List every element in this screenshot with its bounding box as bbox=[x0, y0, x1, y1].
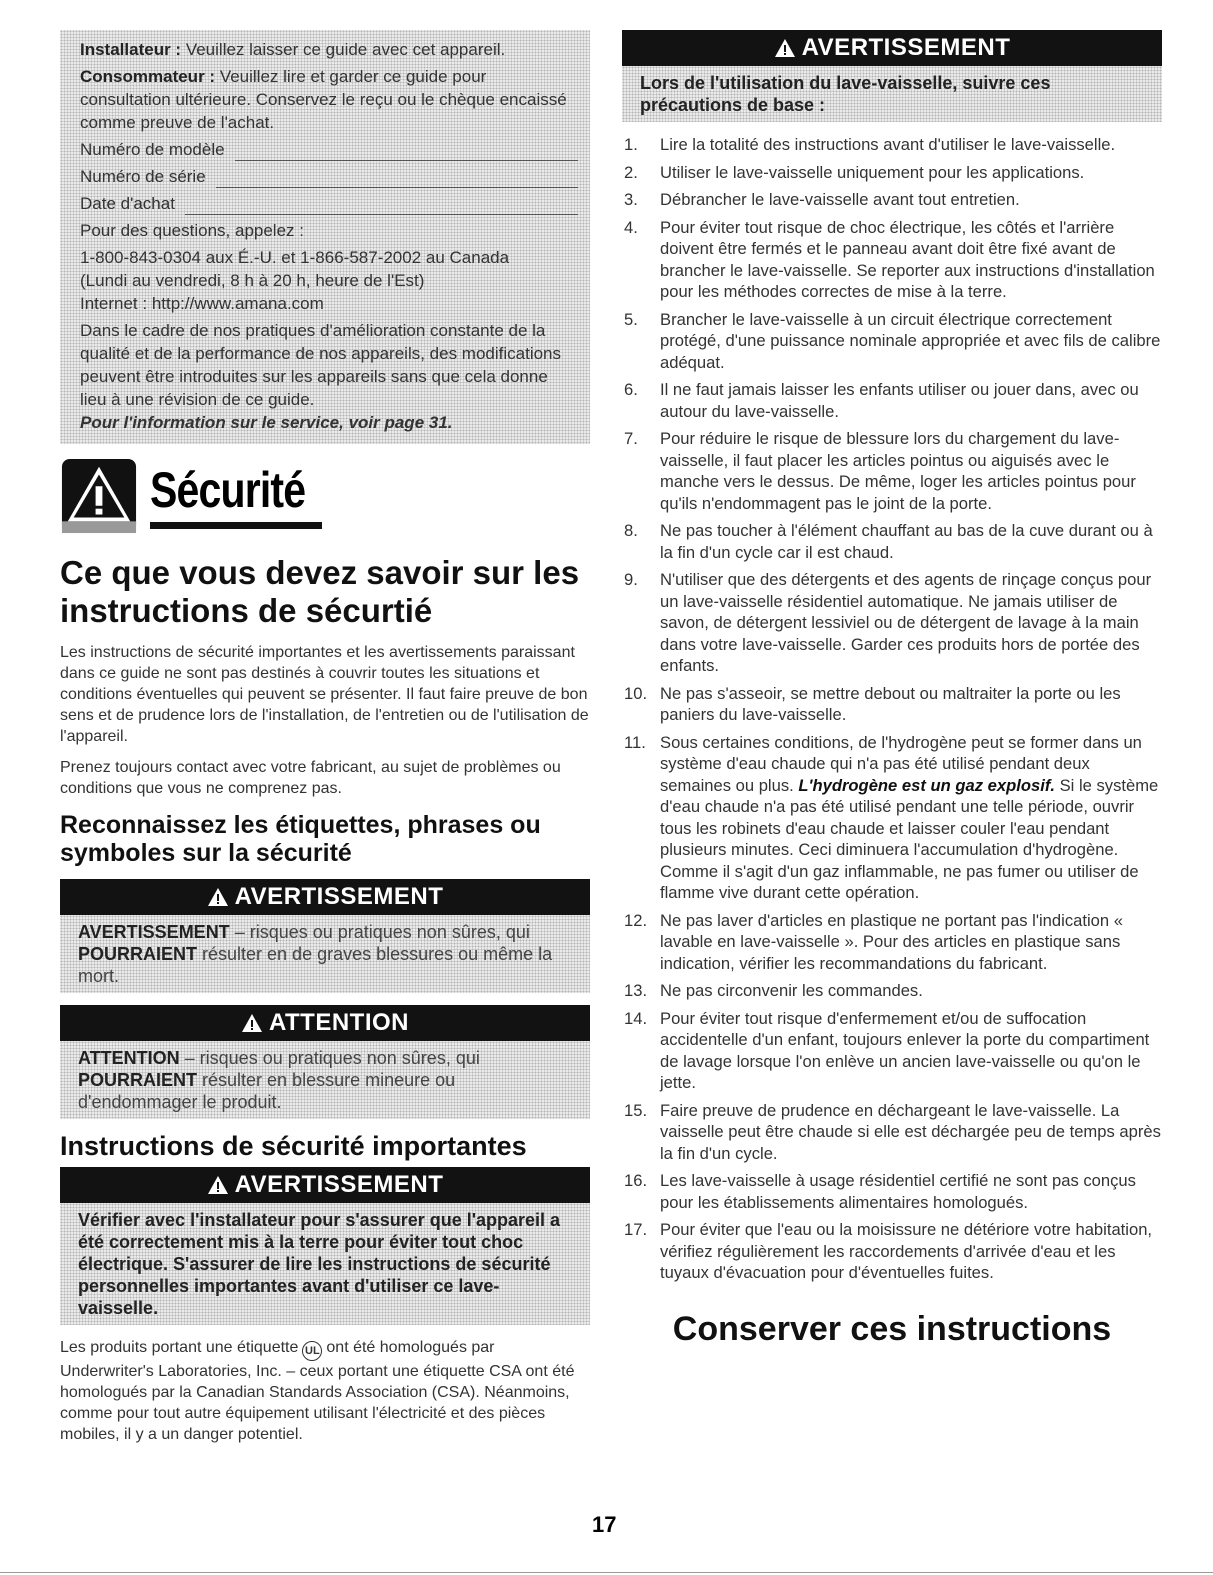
safety-rule-item bbox=[622, 732, 1162, 904]
safety-rule-item bbox=[622, 309, 1162, 374]
safety-rule-item bbox=[622, 910, 1162, 975]
warning-might: POURRAIENT bbox=[78, 944, 198, 964]
safety-rule-item bbox=[622, 520, 1162, 563]
safety-rule-number: 7. bbox=[624, 429, 638, 448]
safety-rule-number: 10. bbox=[624, 683, 648, 703]
important-warning-banner bbox=[60, 1167, 590, 1203]
recognize-heading: Reconnaissez les étiquettes, phrases ou symboles sur la sécurité bbox=[60, 811, 541, 867]
safety-rule-number: 13. bbox=[624, 981, 648, 1000]
safety-rule-text bbox=[660, 162, 1162, 184]
improvement-note: Dans le cadre de nos pratiques d'amélioration constante de la qualité et de la performance de nos appareils, des modifications peuvent être introduites sur les appareils sans que cela donne lieu à une révision de ce guide. bbox=[80, 321, 562, 409]
consumer-text: Veuillez lire et garder ce guide pour consultation ultérieure. Conservez le reçu ou le chèque encaissé comme preuve de l'achat. bbox=[80, 67, 567, 132]
right-warning-banner bbox=[622, 30, 1162, 66]
safety-rule-number: 4. bbox=[624, 217, 638, 237]
safety-rule-text bbox=[660, 134, 1162, 156]
safety-rule-text bbox=[660, 683, 1162, 726]
safety-rule-number: 8. bbox=[624, 521, 638, 540]
left-column bbox=[60, 30, 590, 1455]
safety-rule-text bbox=[660, 1170, 1162, 1213]
installer-label: Installateur : bbox=[80, 40, 182, 59]
safety-title: Sécurité bbox=[150, 461, 306, 518]
caution-term: ATTENTION bbox=[78, 1048, 180, 1068]
caution-banner-label: ATTENTION bbox=[268, 1009, 410, 1036]
important-warning-triangle-icon bbox=[207, 1175, 229, 1195]
safety-rule-number: 5. bbox=[624, 309, 638, 329]
safety-rule-item bbox=[622, 189, 1162, 211]
right-warning-triangle-icon bbox=[774, 38, 796, 58]
model-number-label: Numéro de modèle bbox=[80, 140, 225, 159]
safety-rules-list bbox=[622, 134, 1162, 1284]
safety-rule-number: 16. bbox=[624, 1171, 648, 1190]
intro-heading: Ce que vous devez savoir sur les instructions de sécurtié bbox=[60, 554, 580, 629]
safety-rule-item bbox=[622, 1100, 1162, 1165]
safety-rule-item bbox=[622, 1219, 1162, 1284]
safety-rule-text bbox=[660, 189, 1162, 211]
safety-rule-text bbox=[660, 732, 1162, 904]
safety-rule-text bbox=[660, 379, 1162, 422]
safety-rule-text-main: Pour éviter tout risque de choc électrique, les côtés et l'arrière doivent être fermés et le panneau avant doit être fixé avant de brancher le lave-vaisselle. Se reporter aux instructions d'installation pour les méthodes correctes de mise à la terre. bbox=[660, 217, 1155, 301]
safety-rule-item bbox=[622, 379, 1162, 422]
right-column bbox=[622, 30, 1162, 1349]
listing-text-before: Les produits portant une étiquette bbox=[60, 1339, 299, 1356]
serial-number-line bbox=[216, 172, 578, 188]
safety-rule-number: 15. bbox=[624, 1100, 648, 1120]
safety-rule-text-main: Utiliser le lave-vaisselle uniquement pour les applications. bbox=[660, 162, 1085, 182]
intro-paragraph-2: Prenez toujours contact avec votre fabricant, au sujet de problèmes ou conditions que vous ne comprenez pas. bbox=[60, 759, 561, 797]
safety-rule-text-main: Lire la totalité des instructions avant d'utiliser le lave-vaisselle. bbox=[660, 135, 1116, 154]
safety-rule-text bbox=[660, 910, 1162, 975]
serial-number-label: Numéro de série bbox=[80, 167, 206, 186]
safety-rule-text bbox=[660, 309, 1162, 374]
safety-rule-item bbox=[622, 683, 1162, 726]
safety-header bbox=[60, 456, 590, 536]
safety-rule-text-continued: Si le système d'eau chaude n'a pas été utilisé pendant une telle période, ouvrir tous les robinets d'eau chaude et laisser couler l'eau pendant plusieurs minutes. Ceci diminuera l'accumulation d'hydrogène. Comme il s'agit d'un gaz inflammable, ne pas fumer ou utiliser de flamme vive durant cette opération. bbox=[660, 775, 1159, 902]
questions-text: Pour des questions, appelez : bbox=[80, 221, 304, 240]
safety-rule-text bbox=[660, 428, 1162, 514]
warning-banner bbox=[60, 879, 590, 915]
caution-triangle-icon bbox=[241, 1013, 263, 1033]
safety-rule-text-main: Ne pas toucher à l'élément chauffant au bas de la cuve durant ou à la fin d'un cycle car il est chaud. bbox=[660, 521, 1153, 562]
safety-rule-text bbox=[660, 1008, 1162, 1094]
page-number: 17 bbox=[592, 1512, 617, 1537]
safety-rule-text bbox=[660, 1100, 1162, 1165]
intro-paragraph-1: Les instructions de sécurité importantes et les avertissements paraissant dans ce guide ne sont pas destinés à couvrir toutes les situations et conditions éventuelles qui peuvent se présenter. Il faut faire preuve de bon sens et de prudence lors de l'installation, de l'entretien ou de l'utilisation de l'appareil. bbox=[60, 644, 589, 745]
phone-numbers: 1-800-843-0304 aux É.-U. et 1-866-587-2002 au Canada bbox=[80, 248, 510, 267]
warning-rest-text: résulter en de graves blessures ou même la mort. bbox=[78, 944, 553, 986]
purchase-date-field bbox=[80, 192, 578, 215]
safety-rule-number: 11. bbox=[624, 732, 646, 752]
important-heading: Instructions de sécurité importantes bbox=[60, 1131, 527, 1161]
safety-rule-text-main: Ne pas laver d'articles en plastique ne portant pas l'indication « lavable en lave-vaisselle ». Pour des articles en plastique sans indication, vérifier les recommandations du fabricant. bbox=[660, 910, 1123, 973]
safety-rule-text-main: Ne pas s'asseoir, se mettre debout ou maltraiter la porte ou les paniers du lave-vaisselle. bbox=[660, 683, 1121, 724]
important-banner-label: AVERTISSEMENT bbox=[234, 1171, 444, 1198]
model-number-field bbox=[80, 138, 578, 161]
safety-rule-number: 3. bbox=[624, 190, 638, 209]
serial-number-field bbox=[80, 165, 578, 188]
purchase-date-line bbox=[185, 199, 578, 215]
safety-rule-item bbox=[622, 980, 1162, 1002]
safety-rule-number: 12. bbox=[624, 910, 648, 930]
safety-rule-emphasis: L'hydrogène est un gaz explosif. bbox=[798, 775, 1055, 795]
safety-rule-text bbox=[660, 980, 1162, 1002]
caution-definition bbox=[60, 1041, 590, 1119]
purchase-date-label: Date d'achat bbox=[80, 194, 175, 213]
caution-banner bbox=[60, 1005, 590, 1041]
safety-rule-item bbox=[622, 1008, 1162, 1094]
safety-rule-text bbox=[660, 520, 1162, 563]
safety-rule-text bbox=[660, 569, 1162, 677]
save-instructions-heading: Conserver ces instructions bbox=[672, 1309, 1112, 1348]
safety-rule-number: 2. bbox=[624, 162, 638, 182]
warning-dash-text: – risques ou pratiques non sûres, qui bbox=[229, 922, 530, 942]
safety-rule-text-main: Faire preuve de prudence en déchargeant le lave-vaisselle. La vaisselle peut être chaude si elle est déchargée peu de temps après la fin d'un cycle. bbox=[660, 1100, 1161, 1163]
caution-rest-text: résulter en blessure mineure ou d'endommager le produit. bbox=[78, 1070, 456, 1112]
safety-warning-icon bbox=[60, 457, 138, 535]
consumer-label: Consommateur : bbox=[80, 67, 216, 86]
listing-text-after: ont été homologués par Underwriter's Laboratories, Inc. – ceux portant une étiquette CSA ont été homologués par la Canadian Standards Association (CSA). Néanmoins, comme pour tout autre équipement utilisant l'électricité et des pièces mobiles, il y a un danger potentiel. bbox=[60, 1339, 575, 1443]
safety-title-rule bbox=[150, 522, 322, 529]
warning-definition bbox=[60, 915, 590, 993]
safety-rule-text-main: Pour éviter tout risque d'enfermement et/ou de suffocation accidentelle d'un enfant, toujours enlever la porte du compartiment de lavage lorsque l'on enlève un ancien lave-vaisselle ou qu'on le jette. bbox=[660, 1008, 1150, 1092]
service-page-note: Pour l'information sur le service, voir page 31. bbox=[80, 413, 453, 432]
ul-listing-icon: UL bbox=[302, 1341, 322, 1361]
listing-paragraph bbox=[60, 1337, 590, 1445]
safety-rule-text-main: Il ne faut jamais laisser les enfants utiliser ou jouer dans, avec ou autour du lave-vaisselle. bbox=[660, 380, 1139, 421]
grounding-warning-box: Vérifier avec l'installateur pour s'assurer que l'appareil a été correctement mis à la terre pour éviter tout choc électrique. S'assurer de lire les instructions de sécurité personnelles importantes avant d'utiliser ce lave-vaisselle. bbox=[60, 1203, 590, 1325]
safety-rule-text-main: N'utiliser que des détergents et des agents de rinçage conçus pour un lave-vaisselle résidentiel automatique. Ne jamais utiliser de savon, de détergent lessiviel ou de détergent de lavage à la main dans votre lave-vaisselle. Garder ces produits hors de portée des enfants. bbox=[660, 570, 1152, 675]
safety-rule-text-main: Débrancher le lave-vaisselle avant tout entretien. bbox=[660, 190, 1020, 209]
website-link[interactable]: Internet : http://www.amana.com bbox=[80, 294, 324, 313]
warning-banner-label: AVERTISSEMENT bbox=[234, 883, 444, 910]
safety-rule-text-main: Sous certaines conditions, de l'hydrogène peut se former dans un système d'eau chaude qui n'a pas été utilisé pendant deux semaines ou plus. bbox=[660, 732, 1142, 795]
safety-rule-number: 9. bbox=[624, 570, 638, 589]
warning-triangle-icon bbox=[207, 887, 229, 907]
caution-dash-text: – risques ou pratiques non sûres, qui bbox=[179, 1048, 480, 1068]
safety-rule-item bbox=[622, 428, 1162, 514]
safety-rule-item bbox=[622, 134, 1162, 156]
installer-text: Veuillez laisser ce guide avec cet appareil. bbox=[185, 40, 506, 59]
precautions-subhead: Lors de l'utilisation du lave-vaisselle, suivre ces précautions de base : bbox=[622, 66, 1162, 122]
model-number-line bbox=[235, 145, 578, 161]
caution-might: POURRAIENT bbox=[78, 1070, 198, 1090]
safety-rule-item bbox=[622, 1170, 1162, 1213]
service-hours: (Lundi au vendredi, 8 h à 20 h, heure de l'Est) bbox=[80, 271, 425, 290]
safety-rule-text-main: Brancher le lave-vaisselle à un circuit électrique correctement protégé, d'une puissance nominale appropriée et avec fils de calibre adéquat. bbox=[660, 309, 1161, 372]
safety-rule-item bbox=[622, 162, 1162, 184]
safety-rule-text-main: Les lave-vaisselle à usage résidentiel certifié ne sont pas conçus pour les établissements alimentaires homologués. bbox=[660, 1171, 1136, 1212]
right-banner-label: AVERTISSEMENT bbox=[801, 34, 1011, 61]
safety-rule-text-main: Ne pas circonvenir les commandes. bbox=[660, 981, 923, 1000]
safety-rule-text-main: Pour réduire le risque de blessure lors du chargement du lave-vaisselle, il faut placer les articles pointus ou aiguisés avec le manche vers le dessus. De même, loger les articles pointus pour qu'ils n'endommagent pas le joint de la porte. bbox=[660, 429, 1136, 513]
safety-rule-number: 1. bbox=[624, 135, 638, 154]
safety-rule-text-main: Pour éviter que l'eau ou la moisissure ne détériore votre habitation, vérifiez régulièrement les raccordements d'arrivée d'eau et les tuyaux d'évacuation pour d'éventuelles fuites. bbox=[660, 1220, 1153, 1282]
safety-rule-number: 17. bbox=[624, 1220, 648, 1239]
safety-rule-text bbox=[660, 1219, 1162, 1284]
safety-rule-item bbox=[622, 569, 1162, 677]
safety-rule-text bbox=[660, 217, 1162, 303]
safety-rule-number: 14. bbox=[624, 1008, 648, 1028]
warning-term: AVERTISSEMENT bbox=[78, 922, 230, 942]
owner-info-box bbox=[60, 30, 590, 444]
safety-rule-item bbox=[622, 217, 1162, 303]
safety-rule-number: 6. bbox=[624, 380, 638, 399]
bottom-rule bbox=[0, 1572, 1213, 1573]
